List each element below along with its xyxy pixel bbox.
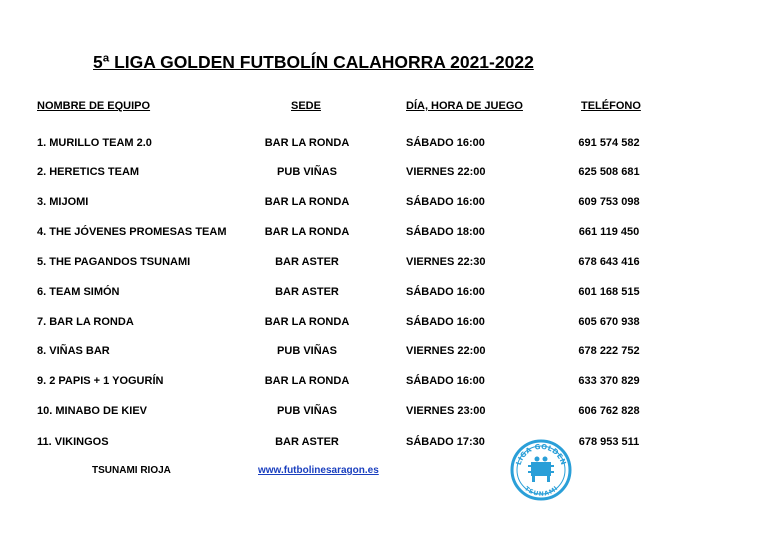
team-tel: 625 508 681	[578, 166, 640, 178]
team-sede: PUB VIÑAS	[277, 345, 337, 357]
website-link[interactable]: www.futbolinesaragon.es	[258, 465, 379, 476]
team-name: 11. VIKINGOS	[37, 436, 109, 448]
team-dia: SÁBADO 16:00	[406, 196, 485, 208]
team-sede: PUB VIÑAS	[277, 405, 337, 417]
team-name: 5. THE PAGANDOS TSUNAMI	[37, 256, 191, 268]
footer-organizer: TSUNAMI RIOJA	[92, 465, 171, 476]
team-dia: VIERNES 22:30	[406, 256, 486, 268]
table-row	[0, 316, 783, 332]
table-row	[0, 137, 783, 153]
logo-bottom-text: TSUNAMI	[523, 485, 560, 498]
team-tel: 678 222 752	[578, 345, 640, 357]
team-sede: BAR LA RONDA	[264, 137, 350, 149]
table-row	[0, 166, 783, 182]
team-tel: 609 753 098	[578, 196, 640, 208]
header-dia: DÍA, HORA DE JUEGO	[406, 100, 523, 112]
table-row	[0, 256, 783, 272]
team-dia: SÁBADO 16:00	[406, 375, 485, 387]
table-row	[0, 405, 783, 421]
header-team: NOMBRE DE EQUIPO	[37, 100, 151, 112]
table-row	[0, 345, 783, 361]
team-name: 4. THE JÓVENES PROMESAS TEAM	[37, 226, 227, 238]
team-dia: VIERNES 23:00	[406, 405, 486, 417]
team-sede: BAR LA RONDA	[264, 226, 350, 238]
team-sede: BAR ASTER	[275, 286, 339, 298]
team-tel: 678 953 511	[578, 436, 640, 448]
team-tel: 601 168 515	[578, 286, 640, 298]
team-sede: BAR ASTER	[275, 436, 339, 448]
team-dia: SÁBADO 16:00	[406, 316, 485, 328]
header-tel: TELÉFONO	[581, 100, 641, 112]
team-tel: 633 370 829	[578, 375, 640, 387]
team-sede: BAR LA RONDA	[264, 375, 350, 387]
team-dia: SÁBADO 18:00	[406, 226, 485, 238]
team-dia: SÁBADO 17:30	[406, 436, 485, 448]
team-sede: BAR LA RONDA	[264, 196, 350, 208]
team-name: 6. TEAM SIMÓN	[37, 286, 120, 298]
team-name: 9. 2 PAPIS + 1 YOGURÍN	[37, 375, 164, 387]
header-sede: SEDE	[291, 100, 321, 112]
team-name: 2. HERETICS TEAM	[37, 166, 140, 178]
table-row	[0, 196, 783, 212]
table-row	[0, 375, 783, 391]
logo-top-text: LIGA GOLDEN	[514, 442, 568, 467]
team-tel: 606 762 828	[578, 405, 640, 417]
team-name: 8. VIÑAS BAR	[37, 345, 110, 357]
team-sede: BAR ASTER	[275, 256, 339, 268]
team-dia: SÁBADO 16:00	[406, 286, 485, 298]
team-dia: VIERNES 22:00	[406, 345, 486, 357]
team-tel: 605 670 938	[578, 316, 640, 328]
team-sede: BAR LA RONDA	[264, 316, 350, 328]
team-name: 7. BAR LA RONDA	[37, 316, 134, 328]
team-dia: SÁBADO 16:00	[406, 137, 485, 149]
team-name: 10. MINABO DE KIEV	[37, 405, 148, 417]
team-tel: 691 574 582	[578, 137, 640, 149]
page-title: 5ª LIGA GOLDEN FUTBOLÍN CALAHORRA 2021-2022	[93, 52, 534, 72]
table-row	[0, 436, 783, 452]
team-name: 3. MIJOMI	[37, 196, 89, 208]
team-dia: VIERNES 22:00	[406, 166, 486, 178]
team-name: 1. MURILLO TEAM 2.0	[37, 137, 152, 149]
liga-golden-logo	[510, 438, 572, 502]
table-row	[0, 286, 783, 302]
team-tel: 678 643 416	[578, 256, 640, 268]
team-sede: PUB VIÑAS	[277, 166, 337, 178]
team-tel: 661 119 450	[578, 226, 640, 238]
table-row	[0, 226, 783, 242]
